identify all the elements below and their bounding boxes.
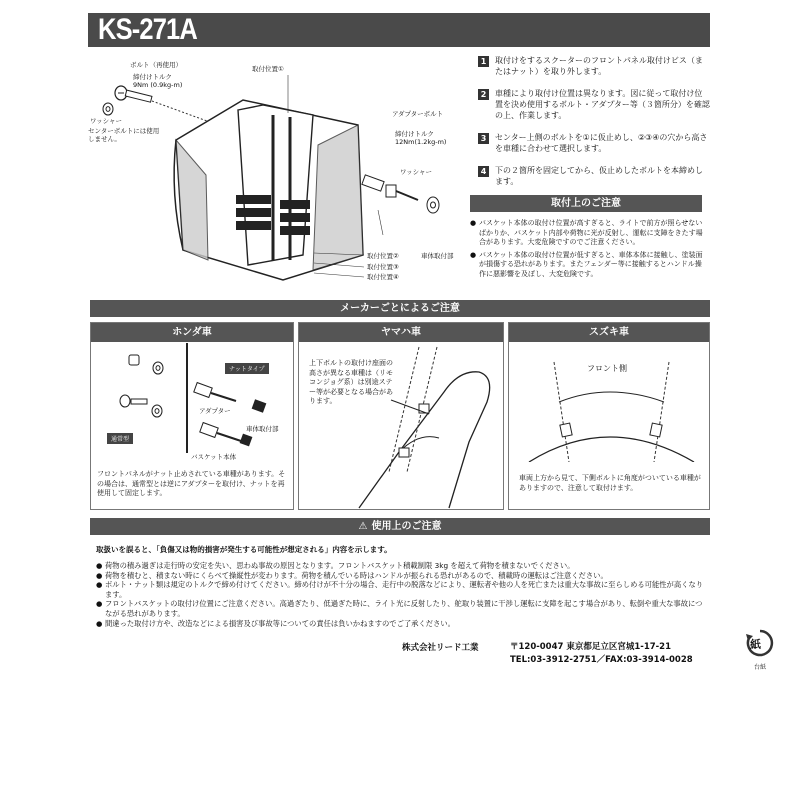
suzuki-title: スズキ車 — [509, 323, 709, 342]
adapter-bolt-icon — [362, 175, 439, 213]
caution-item-2: バスケット本体の取付け位置が低すぎると、車体本体に接触し、塗装面が損傷する恐れがあります。またフェンダー等に接触するとハンドル操作に悪影響を及ぼし、大変危険です。 — [479, 250, 703, 278]
company-address: 〒120-0047 東京都足立区宮城1-17-21 — [510, 642, 672, 652]
mount2-label: 取付位置② — [367, 252, 399, 260]
list-item: ● フロントバスケットの取付け位置にご注意ください。高過ぎたり、低過ぎた時に、ライト光に反射したり、舵取り装置に干渉し運転に支障を起こす場合があり、転倒や重大な事故につながる恐れがあります。 — [96, 599, 708, 618]
usage-item-5: 間違った取付け方や、改造などによる損害及び事故等についての責任は負いかねますのでご了承ください。 — [105, 618, 455, 628]
list-item: ● バスケット本体の取付け位置が低すぎると、車体本体に接触し、塗装面が損傷する恐れがあります。またフェンダー等に接触するとハンドル操作に悪影響を及ぼし、大変危険です。 — [470, 250, 703, 278]
nut-icon — [129, 355, 139, 365]
yamaha-title: ヤマハ車 — [299, 323, 503, 342]
usage-item-3: ボルト・ナット類は規定のトルクで締め付けてください。締め付けが不十分の場合、走行中の脱落などにより、運転者や他の人を死亡または重大な事故に至らしめる可能性が高くなります。 — [105, 580, 704, 599]
front-side-label: フロント側 — [587, 364, 627, 373]
step-1 — [478, 55, 710, 77]
step-4-number: 4 — [478, 166, 489, 177]
basket-body — [174, 100, 363, 280]
step-3-number: 3 — [478, 133, 489, 144]
honda-panel — [90, 322, 294, 510]
company-tel: TEL:03-3912-2751／FAX:03-3914-0028 — [510, 655, 693, 665]
caution-item-1: バスケット本体の取付け位置が高すぎると、ライトで前方が照らせないばかりか、バスケット内部や荷物に光が反射し、運転に支障をきたす場合があります。大変危険ですのでご注意ください。 — [479, 219, 703, 246]
yamaha-note: 上下ボルトの取付け座面の高さが異なる車種は（リモコンジョグ系）は別途ステー等が必要となる場合があります。 — [309, 359, 393, 405]
suzuki-panel — [508, 322, 710, 510]
list-item: ● ボルト・ナット類は規定のトルクで締め付けてください。締め付けが不十分の場合、走行中の脱落などにより、運転者や他の人を死亡または重大な事故に至らしめる可能性が高くなります。 — [96, 580, 708, 599]
basket-diagram — [88, 55, 468, 290]
honda-adapter-label: アダプター — [199, 407, 231, 415]
yamaha-panel — [298, 322, 504, 510]
step-4-text: 下の２箇所を固定してから、仮止めしたボルトを本締めします。 — [495, 166, 703, 186]
usage-caution-title: 使用上のご注意 — [371, 521, 442, 532]
adapter-icon — [200, 423, 253, 447]
nut-type-tag: ナットタイプ — [225, 363, 269, 374]
step-2-number: 2 — [478, 89, 489, 100]
list-item: ● 荷物の積み過ぎは走行時の安定を失い、思わぬ事故の原因となります。フロントバスケット積載制限 3kg を超えて荷物を積まないでください。 — [96, 561, 575, 570]
usage-intro: 取扱いを誤ると、「負傷又は物的損害が発生する可能性が想定される」内容を示します。 — [96, 545, 392, 554]
honda-note: フロントパネルがナット止めされている車種があります。その場合は、通常型とは逆にアダプターを取付け、ナットを再使用して固定します。 — [97, 470, 286, 497]
step-2 — [478, 88, 710, 121]
recycle-label: 台紙 — [753, 664, 766, 671]
install-caution-header: 取付上のご注意 — [470, 195, 702, 212]
usage-item-2: 荷物を積むと、積まない時にくらべて操縦性が変わります。荷物を積んでいる時はハンドルが振られる恐れがあるので、積載時の運転はご注意ください。 — [105, 570, 608, 580]
bolt-icon — [115, 86, 218, 125]
bolt-icon — [120, 395, 147, 407]
bolt-reuse-label: ボルト（再使用） — [130, 61, 182, 69]
step-3 — [478, 132, 710, 154]
torque1-value: 9Nm (0.9kg-m) — [133, 81, 183, 89]
center-bolt-note: センターボルトには使用しません。 — [88, 127, 160, 143]
usage-caution-header — [90, 518, 710, 535]
step-1-number: 1 — [478, 56, 489, 67]
suzuki-illustration — [509, 342, 709, 462]
torque2-label: 締付けトルク — [395, 130, 434, 138]
recycle-mark-text: 紙 — [750, 638, 761, 651]
step-2-text: 車種により取付け位置は異なります。図に従って取付け位置を決め使用するボルト・アダプター等（３箇所分）を確認の上、作業します。 — [495, 89, 710, 120]
body-mount-label: 車体取付部 — [421, 252, 454, 260]
washer-icon — [152, 405, 162, 417]
washer-icon — [103, 103, 113, 115]
torque1-label: 締付けトルク — [133, 73, 172, 81]
warning-icon: ⚠ — [358, 521, 368, 532]
list-item: ● 荷物を積むと、積まない時にくらべて操縦性が変わります。荷物を積んでいる時はハンドルが振られる恐れがあるので、積載時の運転はご注意ください。 — [96, 570, 608, 580]
step-1-text: 取付けをするスクーターのフロントパネル取付けビス（またはナット）を取り外します。 — [495, 56, 703, 76]
step-4 — [478, 165, 710, 187]
product-title: KS-271A — [98, 13, 197, 46]
honda-body-mount-label: 車体取付部 — [246, 425, 279, 433]
list-item: ● 間違った取付け方や、改造などによる損害及び事故等についての責任は負いかねますのでご了承ください。 — [96, 618, 455, 628]
adapter-bolt-label: アダプターボルト — [392, 110, 444, 118]
step-3-text: センター上側のボルトを①に仮止めし、②③④の穴から高さを車種に合わせて選択します。 — [495, 133, 708, 153]
list-item: ● バスケット本体の取付け位置が高すぎると、ライトで前方が照らせないばかりか、バスケット内部や荷物に光が反射し、運転に支障をきたす場合があります。大変危険ですのでご注意ください。 — [470, 219, 703, 246]
mount4-label: 取付位置④ — [367, 273, 399, 281]
washer2-label: ワッシャー — [400, 168, 433, 176]
usage-item-1: 荷物の積み過ぎは走行時の安定を失い、思わぬ事故の原因となります。フロントバスケット積載制限 3kg を超えて荷物を積まないでください。 — [105, 561, 575, 570]
mount3-label: 取付位置③ — [367, 263, 399, 271]
install-steps — [478, 55, 710, 198]
title-bar — [88, 13, 710, 47]
washer-label: ワッシャー — [90, 117, 123, 125]
suzuki-note: 車両上方から見て、下側ボルトに角度がついている車種がありますので、注意して取付けます。 — [519, 474, 701, 492]
company-contact — [510, 641, 693, 667]
washer-icon — [153, 362, 163, 374]
torque2-value: 12Nm(1.2kg-m) — [395, 138, 447, 146]
install-caution-list — [470, 219, 704, 282]
honda-basket-body-label: バスケット本体 — [191, 453, 237, 461]
normal-type-tag: 通常型 — [107, 433, 133, 444]
company-name: 株式会社リード工業 — [402, 643, 479, 653]
paper-recycle-mark — [742, 628, 778, 671]
maker-caution-header: メーカーごとによるご注意 — [90, 300, 710, 317]
mount1-label: 取付位置① — [252, 65, 284, 73]
usage-item-4: フロントバスケットの取付け位置にご注意ください。高過ぎたり、低過ぎた時に、ライト光に反射したり、舵取り装置に干渉し運転に支障を起こす場合があり、転倒や重大な事故につながる恐れがあります。 — [105, 599, 703, 618]
usage-caution-list — [96, 544, 708, 628]
honda-title: ホンダ車 — [91, 323, 293, 342]
